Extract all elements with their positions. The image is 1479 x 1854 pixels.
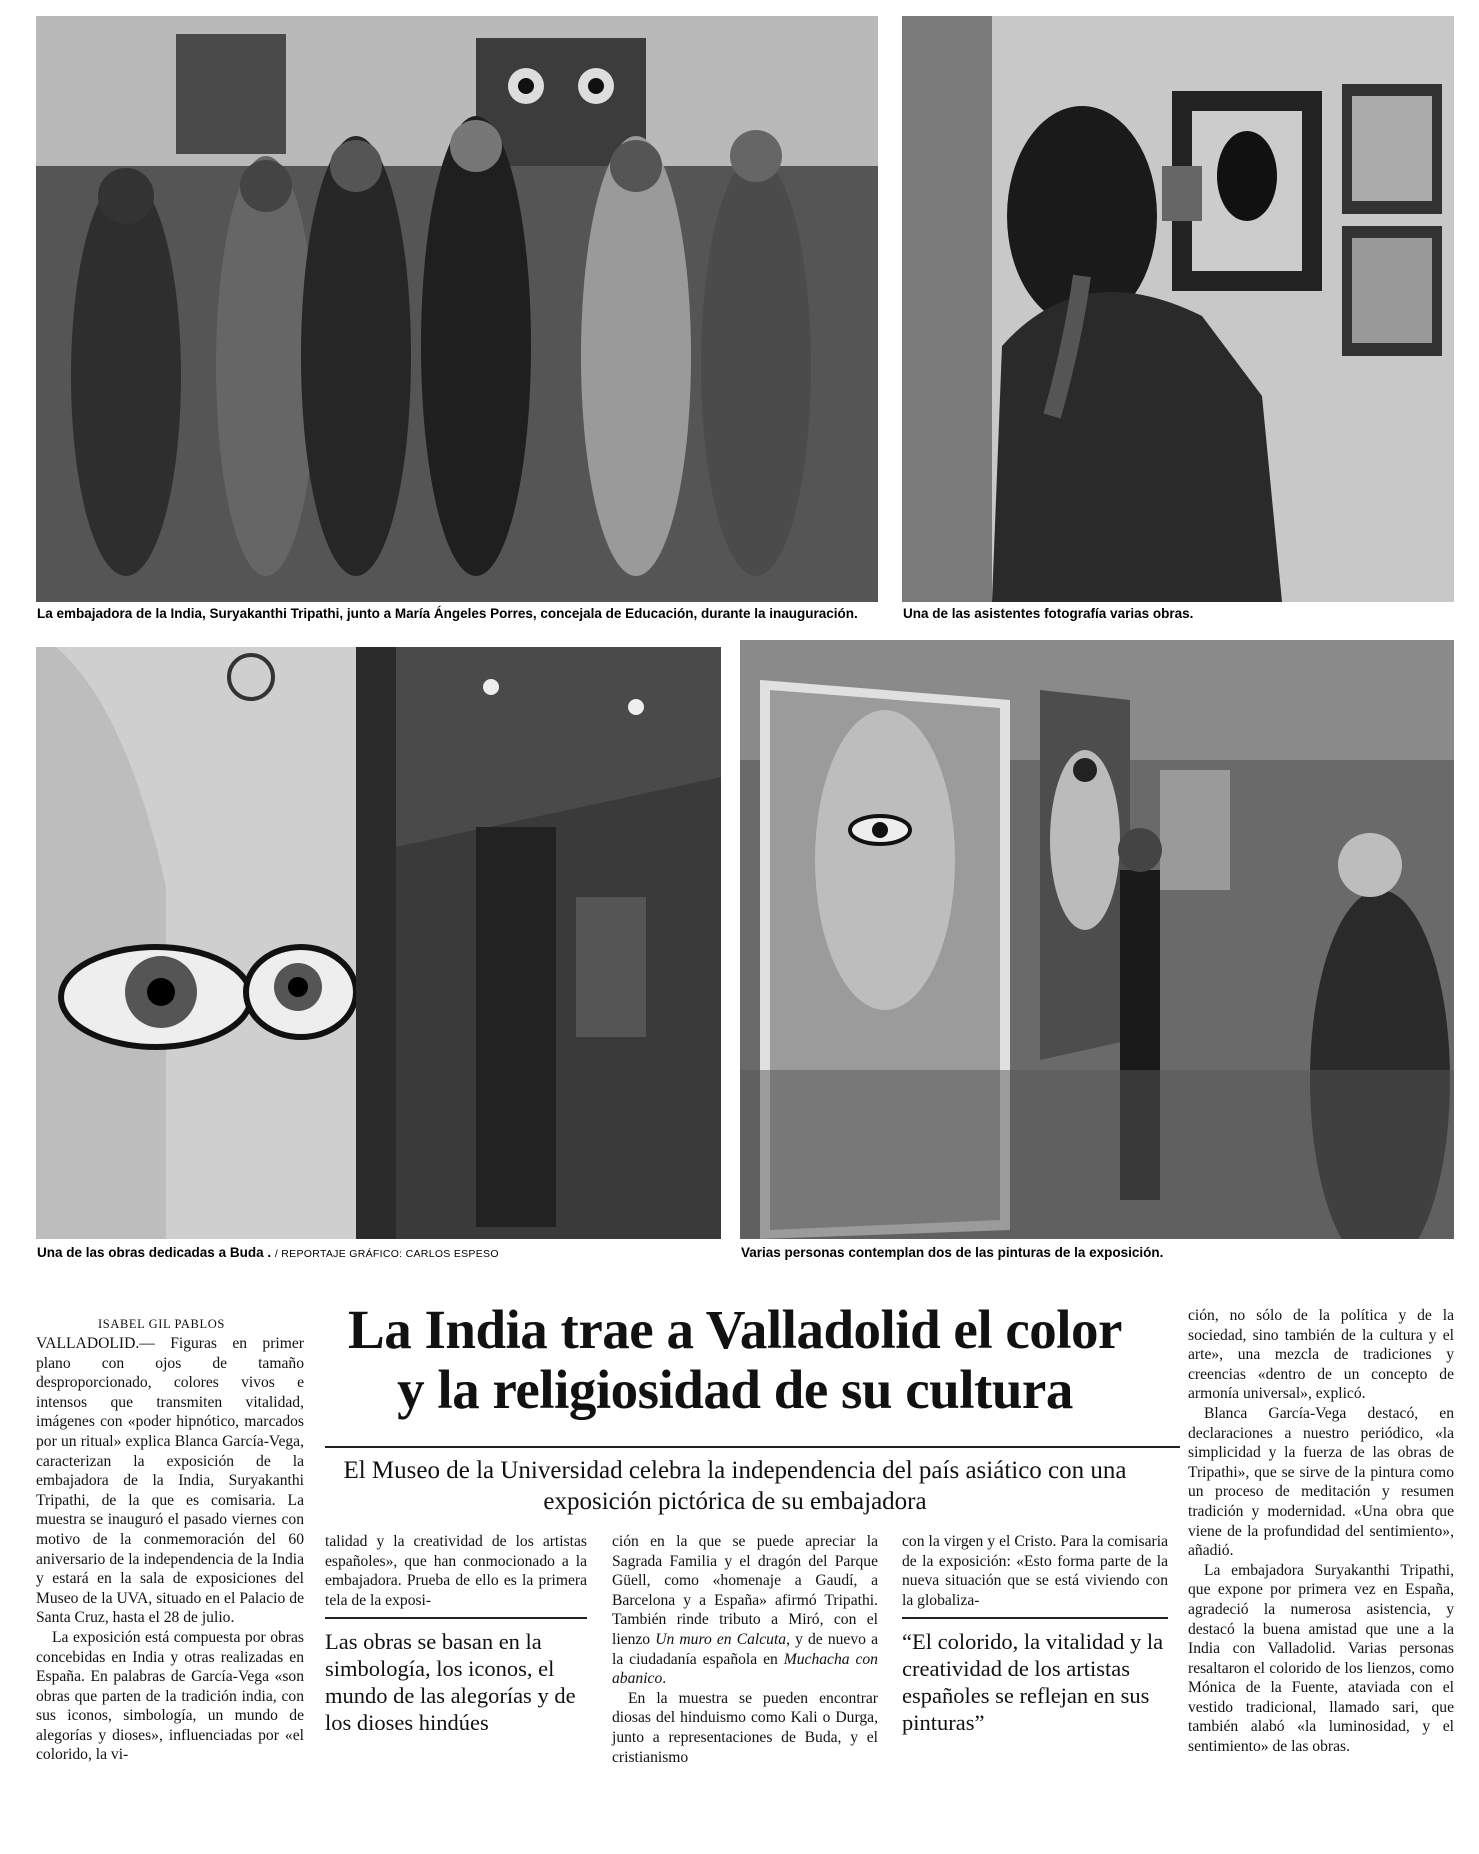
photo-attendee-photographing <box>902 16 1454 602</box>
paragraph-text: . <box>662 1670 667 1688</box>
dateline: VALLADOLID.— <box>36 1335 155 1352</box>
caption-photo-buddha-text: Una de las obras dedicadas a Buda . <box>37 1245 272 1260</box>
pullquote-1: Las obras se basan en la simbología, los iconos, el mundo de las alegorías y de los dioses hindúes <box>325 1629 576 1735</box>
caption-photo-contemplating: Varias personas contemplan dos de las pinturas de la exposición. <box>741 1245 1164 1260</box>
headline-line-2: y la religiosidad de su cultura <box>397 1359 1073 1420</box>
article-column-4 <box>902 1532 1168 1610</box>
pullquote-rule-top <box>325 1617 587 1619</box>
photo-people-contemplating <box>740 640 1454 1239</box>
photo-buddha-artwork <box>36 647 721 1239</box>
article-column-3 <box>612 1532 878 1767</box>
byline: ISABEL GIL PABLOS <box>98 1317 225 1331</box>
article-paragraph <box>612 1532 878 1689</box>
article-paragraph: con la virgen y el Cristo. Para la comisaria de la exposición: «Esto forma parte de la nueva situación que se está viviendo con la globaliza- <box>902 1533 1168 1609</box>
article-paragraph: La exposición está compuesta por obras concebidas en India y otras realizadas en España. En palabras de García-Vega «son obras que parten de la tradición india, con sus iconos, simbología, un mundo de alegorías y dioses», influenciadas por «el colorido, la vi- <box>36 1628 304 1764</box>
article-paragraph <box>36 1334 304 1628</box>
artwork-title: Muchacha con abanico <box>612 1650 878 1688</box>
article-paragraph: La embajadora Suryakanthi Tripathi, que expone por primera vez en España, agradeció la numerosa asistencia, y destacó la buena amistad que une a la India con Valladolid. Varias personas resaltaron el colorido de los lienzos, como Mónica de la Fuente, ataviada con el vestido tradicional, llamado sari, que también alabó «la luminosidad, y el sentimiento» de las obras. <box>1188 1561 1454 1756</box>
photo-credit: / REPORTAJE GRÁFICO: CARLOS ESPESO <box>274 1248 499 1260</box>
paragraph-text: , y de nuevo a la ciudadanía española en <box>612 1630 878 1668</box>
article-paragraph: En la muestra se pueden encontrar diosas del hinduismo como Kali o Durga, junto a representaciones de Buda, y el cristianismo <box>612 1689 878 1766</box>
headline-rule <box>325 1446 1180 1448</box>
subheadline: El Museo de la Universidad celebra la independencia del país asiático con una exposición pictórica de su embajadora <box>343 1457 1127 1515</box>
headline <box>320 1300 1150 1420</box>
article-paragraph: Blanca García-Vega destacó, en declaraciones a nuestro periódico, «la simplicidad y la fuerza de las obras de Tripathi», que se sirve de la pintura como un proceso de meditación y resumen tradición y modernidad. «Una obra que viene de la profundidad del sentimiento», añadió. <box>1188 1404 1454 1560</box>
artwork-title: Un muro en Calcuta <box>655 1630 787 1648</box>
article-paragraph: ción, no sólo de la política y de la sociedad, sino también de la cultura y el arte», una mezcla de tradiciones y creencias «dentro de un concepto de armonía universal», explicó. <box>1188 1307 1454 1403</box>
headline-line-1: La India trae a Valladolid el color <box>348 1299 1122 1360</box>
pullquote-2: “El colorido, la vitalidad y la creatividad de los artistas españoles se reflejan en sus pinturas” <box>902 1629 1164 1735</box>
paragraph-text: Figuras en primer plano con ojos de tamaño desproporcionado, colores vivos e intensos que transmiten vitalidad, imágenes con «poder hipnótico, marcados por un ritual» explica Blanca García-Vega, caracterizan la exposición de la embajadora de la India, Suryakanthi Tripathi, de la que es comisaria. La muestra se inauguró el pasado viernes con motivo de la conmemoración del 60 aniversario de la independencia de la India y estará en la sala de exposiciones del Museo de la UVA, situado en el Palacio de Santa Cruz, hasta el 28 de julio. <box>36 1335 304 1627</box>
article-column-2 <box>325 1532 587 1610</box>
article-column-5 <box>1188 1306 1454 1757</box>
caption-photo-buddha <box>37 1245 499 1260</box>
paragraph-text: ción en la que se puede apreciar la Sagrada Familia y el dragón del Parque Güell, como «homenaje a Gaudí, a Barcelona y a España» afirmó Tripathi. También rinde tributo a Miró, con el lienzo <box>612 1533 878 1648</box>
pullquote-rule-top-2 <box>902 1617 1168 1619</box>
caption-photo-attendee: Una de las asistentes fotografía varias obras. <box>903 606 1194 621</box>
article-paragraph: talidad y la creatividad de los artistas españoles», que han conmocionado a la embajadora. Prueba de ello es la primera tela de la exposi- <box>325 1533 587 1609</box>
caption-photo-inauguration: La embajadora de la India, Suryakanthi Tripathi, junto a María Ángeles Porres, concejala de Educación, durante la inauguración. <box>37 606 858 621</box>
photo-inauguration <box>36 16 878 602</box>
article-column-1 <box>36 1334 304 1765</box>
